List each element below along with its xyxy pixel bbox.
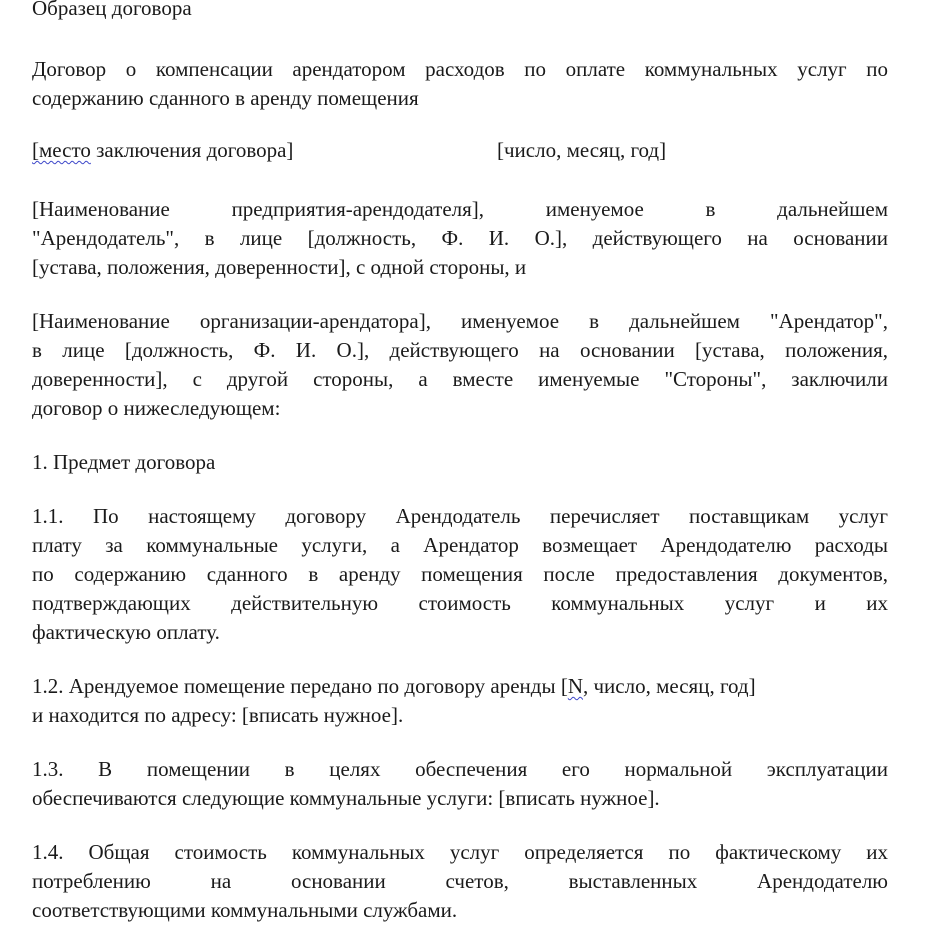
tenant-line-3: доверенности], с другой стороны, а вместе именуемые "Стороны", заключили bbox=[32, 367, 888, 391]
clause-1-4-line-2: потреблению на основании счетов, выставленных Арендодателю bbox=[32, 869, 888, 893]
date-placeholder: [число, месяц, год] bbox=[497, 138, 667, 162]
tenant-line-4: договор о нижеследующем: bbox=[32, 396, 281, 420]
clause-1-1-line-3: по содержанию сданного в аренду помещения после предоставления документов, bbox=[32, 562, 888, 586]
spellcheck-squiggle: [место bbox=[32, 138, 91, 162]
contract-title-line-1: Договор о компенсации арендатором расходов по оплате коммунальных услуг по bbox=[32, 57, 888, 81]
clause-1-1-line-1: 1.1. По настоящему договору Арендодатель перечисляет поставщикам услуг bbox=[32, 504, 888, 528]
section-1-heading: 1. Предмет договора bbox=[32, 450, 216, 474]
landlord-line-2: "Арендодатель", в лице [должность, Ф. И. О.], действующего на основании bbox=[32, 226, 888, 250]
tenant-line-2: в лице [должность, Ф. И. О.], действующего на основании [устава, положения, bbox=[32, 338, 888, 362]
clause-1-4-line-3: соответствующими коммунальными службами. bbox=[32, 898, 458, 922]
place-placeholder-text: заключения договора] bbox=[90, 138, 294, 162]
clause-1-3-line-2: обеспечиваются следующие коммунальные услуги: [вписать нужное]. bbox=[32, 786, 660, 810]
clause-1-2-line-1 bbox=[32, 672, 756, 701]
contract-title-line-2: содержанию сданного в аренду помещения bbox=[32, 86, 419, 110]
spellcheck-squiggle: N bbox=[567, 674, 583, 698]
tenant-line-1: [Наименование организации-арендатора], именуемое в дальнейшем "Арендатор", bbox=[32, 309, 888, 333]
place-placeholder bbox=[32, 136, 293, 165]
clause-1-4-line-1: 1.4. Общая стоимость коммунальных услуг определяется по фактическому их bbox=[32, 840, 888, 864]
clause-1-1-line-5: фактическую оплату. bbox=[32, 620, 220, 644]
clause-1-2-line-2: и находится по адресу: [вписать нужное]. bbox=[32, 703, 404, 727]
clause-1-1-line-4: подтверждающих действительную стоимость коммунальных услуг и их bbox=[32, 591, 888, 615]
clause-1-3-line-1: 1.3. В помещении в целях обеспечения его нормальной эксплуатации bbox=[32, 757, 888, 781]
sample-label: Образец договора bbox=[32, 0, 192, 20]
clause-1-1-line-2: плату за коммунальные услуги, а Арендатор возмещает Арендодателю расходы bbox=[32, 533, 888, 557]
landlord-line-3: [устава, положения, доверенности], с одной стороны, и bbox=[32, 255, 527, 279]
landlord-line-1: [Наименование предприятия-арендодателя], именуемое в дальнейшем bbox=[32, 197, 888, 221]
clause-1-2-text-b: , число, месяц, год] bbox=[583, 674, 756, 698]
clause-1-2-text-a: 1.2. Арендуемое помещение передано по договору аренды [ bbox=[32, 674, 568, 698]
